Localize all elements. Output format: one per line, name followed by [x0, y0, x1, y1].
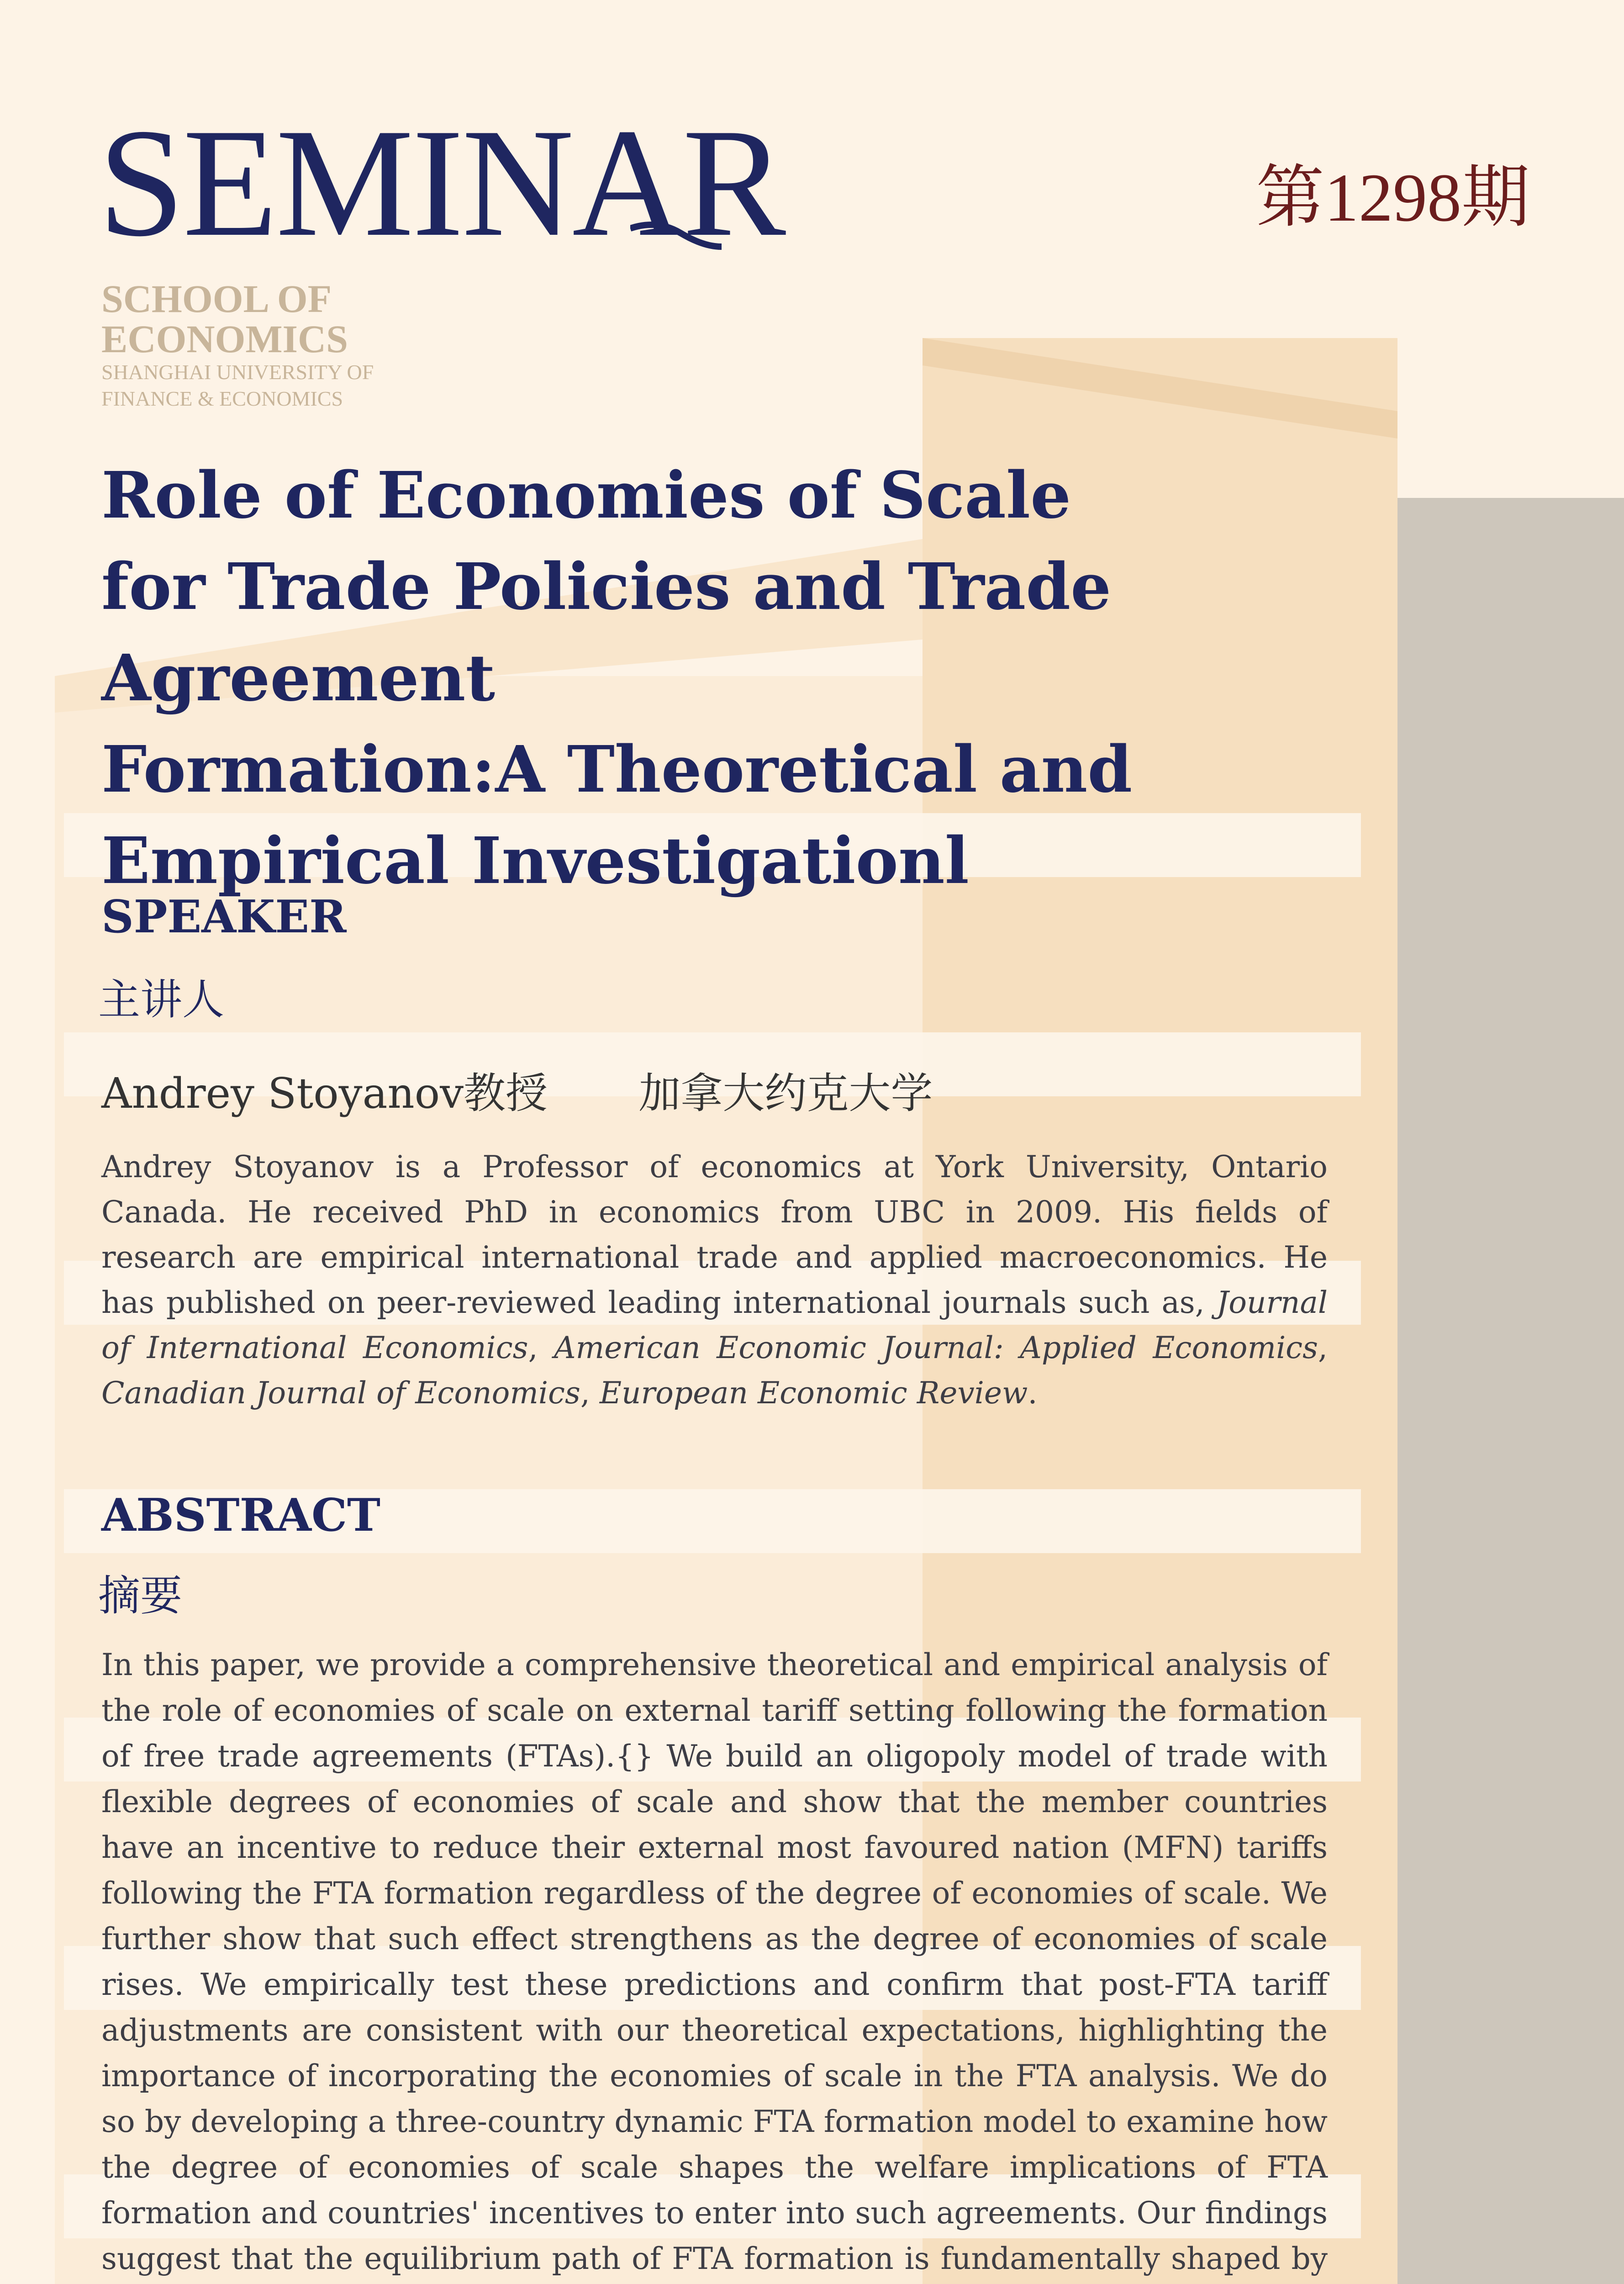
speaker-heading: SPEAKER: [101, 891, 347, 943]
talk-title-line-2: for Trade Policies and Trade Agreement: [101, 550, 1112, 716]
speaker-bio-text: Andrey Stoyanov is a Professor of economics at York University, Ontario Canada. He received PhD in economics from UBC in 2009. His fields of research are empirical international trade and applied macroeconomics. He has published on peer-reviewed leading international journals such as,: [101, 1149, 1328, 1320]
school-line-1: SCHOOL OF: [101, 277, 332, 321]
talk-title: [101, 450, 1517, 907]
abstract-heading-cn: 摘要: [98, 1571, 183, 1620]
sep-3: ,: [580, 1375, 600, 1411]
school-logo-text: [101, 279, 374, 412]
univ-line-2: FINANCE & ECONOMICS: [101, 387, 343, 410]
journal-1: Journal of International Economics: [101, 1285, 1328, 1365]
journal-2: American Economic Journal: Applied Economics: [554, 1330, 1318, 1365]
speaker-name: Andrey Stoyanov教授: [101, 1069, 548, 1118]
speaker-name-row: [101, 1060, 933, 1120]
speaker-heading-cn: 主讲人: [98, 975, 225, 1024]
school-line-2: ECONOMICS: [101, 317, 348, 361]
sep-1: ,: [528, 1330, 554, 1365]
abstract-text: In this paper, we provide a comprehensive theoretical and empirical analysis of the role of economies of scale on external tariff setting following the formation of free trade agreements (FTAs).{} We build an oligopoly model of trade with flexible degrees of economies of scale and show that the member countries have an incentive to reduce their external most favoured nation (MFN) tariffs following the FTA formation regardless of the degree of economies of scale. We further show that such effect strengthens as the degree of economies of scale rises. We empirically test these predictions and confirm that post-FTA tariff adjustments are consistent with our theoretical expectations, highlighting the importance of incorporating the economies of scale in the FTA analysis. We do so by developing a three-country dynamic FTA formation model to examine how the degree of economies of scale shapes the welfare implications of FTA formation and countries' incentives to enter into such agreements. Our findings suggest that the equilibrium path of FTA formation is fundamentally shaped by: [101, 1647, 1328, 2276]
univ-line-1: SHANGHAI UNIVERSITY OF: [101, 360, 374, 384]
sep-2: ,: [1318, 1330, 1328, 1365]
speaker-affiliation: 加拿大约克大学: [638, 1069, 933, 1118]
journal-3: Canadian Journal of Economics: [101, 1375, 580, 1411]
abstract-heading: ABSTRACT: [101, 1489, 380, 1542]
talk-title-line-4: Empirical Investigationl: [101, 824, 969, 899]
bio-end: .: [1028, 1375, 1038, 1411]
seminar-title-text: SEMINAR: [98, 96, 785, 269]
issue-label: 第1298期: [1256, 160, 1530, 236]
talk-title-line-1: Role of Economies of Scale: [101, 458, 1071, 533]
speaker-bio: [101, 1144, 1328, 1416]
talk-title-line-3: Formation:A Theoretical and: [101, 732, 1133, 807]
seminar-swash-icon: [630, 215, 722, 256]
journal-4: European Economic Review: [599, 1375, 1028, 1411]
